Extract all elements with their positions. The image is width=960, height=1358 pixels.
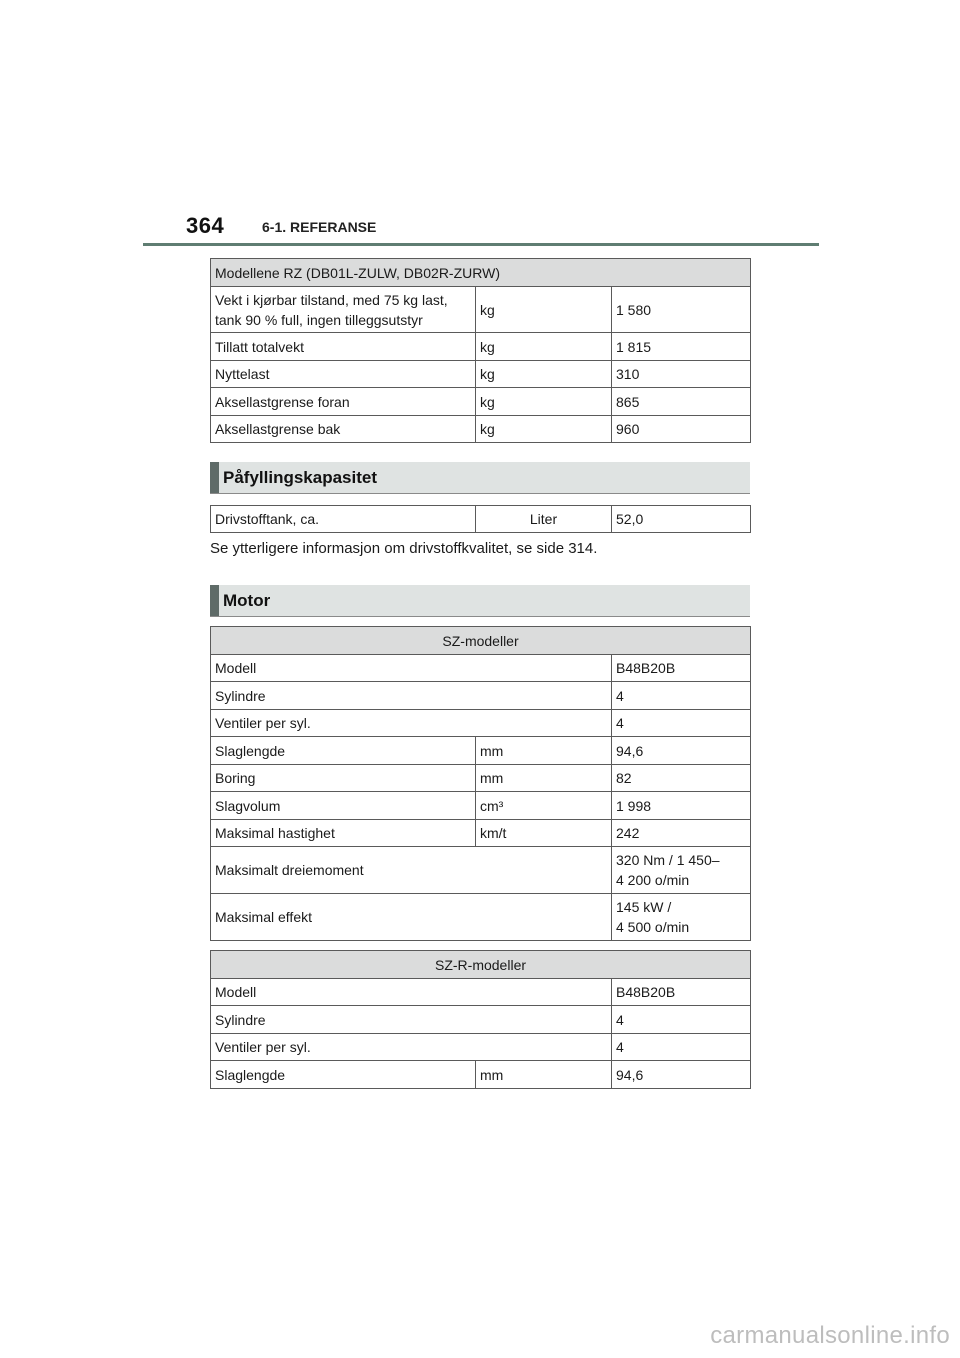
row-unit: mm — [476, 1061, 612, 1089]
row-unit: kg — [476, 287, 612, 333]
table-row — [211, 388, 751, 416]
row-label: Drivstofftank, ca. — [211, 506, 476, 533]
row-value: 865 — [612, 388, 751, 416]
row-label: Aksellastgrense foran — [211, 388, 476, 416]
row-value: 94,6 — [612, 1061, 751, 1089]
row-unit: kg — [476, 333, 612, 361]
heading-bar — [210, 462, 219, 493]
page-number: 364 — [186, 213, 225, 238]
row-label: Ventiler per syl. — [211, 1034, 612, 1061]
row-unit: cm³ — [476, 792, 612, 820]
capacity-heading-text: Påfyllingskapasitet — [223, 468, 378, 487]
row-unit: Liter — [476, 506, 612, 533]
table-row — [211, 1034, 751, 1061]
row-value: 310 — [612, 361, 751, 388]
row-label: Sylindre — [211, 1006, 612, 1034]
row-unit: mm — [476, 737, 612, 765]
row-label: Tillatt totalvekt — [211, 333, 476, 361]
row-value: 242 — [612, 820, 751, 847]
row-label: Maksimal effekt — [211, 894, 612, 941]
motor-heading-text: Motor — [223, 591, 271, 610]
table-row — [211, 627, 751, 655]
table-row — [211, 682, 751, 710]
row-value: 960 — [612, 416, 751, 443]
row-label: Sylindre — [211, 682, 612, 710]
fuel-quality-note: Se ytterligere informasjon om drivstoffkvalitet, se side 314. — [210, 540, 598, 557]
row-value: 1 998 — [612, 792, 751, 820]
row-unit: mm — [476, 765, 612, 792]
table-row — [211, 287, 751, 333]
row-label: Maksimalt dreiemoment — [211, 847, 612, 894]
table-row — [211, 1006, 751, 1034]
table-row — [211, 710, 751, 737]
table-row — [211, 506, 751, 533]
row-unit: kg — [476, 361, 612, 388]
row-value: 4 — [612, 710, 751, 737]
table-row — [211, 820, 751, 847]
weights-title: Modellene RZ (DB01L-ZULW, DB02R-ZURW) — [211, 259, 751, 287]
row-label: Slaglengde — [211, 1061, 476, 1089]
table-row — [211, 737, 751, 765]
row-label: Modell — [211, 979, 612, 1006]
table-row — [211, 416, 751, 443]
sz-models-table — [210, 626, 751, 941]
table-row — [211, 894, 751, 941]
row-label: Maksimal hastighet — [211, 820, 476, 847]
capacity-table — [210, 505, 751, 533]
row-value: 94,6 — [612, 737, 751, 765]
table-row — [211, 847, 751, 894]
row-value: 4 — [612, 682, 751, 710]
row-label: Modell — [211, 655, 612, 682]
table-row — [211, 979, 751, 1006]
szr-models-table — [210, 950, 751, 1089]
table-row — [211, 333, 751, 361]
row-label: Nyttelast — [211, 361, 476, 388]
row-label: Slaglengde — [211, 737, 476, 765]
row-label: Boring — [211, 765, 476, 792]
row-value: 1 815 — [612, 333, 751, 361]
capacity-heading — [210, 462, 750, 494]
row-value: 145 kW / 4 500 o/min — [612, 894, 751, 941]
weights-table — [210, 258, 751, 443]
row-value: 4 — [612, 1034, 751, 1061]
row-label: Ventiler per syl. — [211, 710, 612, 737]
row-value: 320 Nm / 1 450– 4 200 o/min — [612, 847, 751, 894]
table-row — [211, 259, 751, 287]
table-row — [211, 792, 751, 820]
row-value: 82 — [612, 765, 751, 792]
table-row — [211, 765, 751, 792]
row-value: B48B20B — [612, 979, 751, 1006]
table-row — [211, 361, 751, 388]
table-row — [211, 951, 751, 979]
row-value: B48B20B — [612, 655, 751, 682]
row-value: 1 580 — [612, 287, 751, 333]
szr-title: SZ-R-modeller — [211, 951, 751, 979]
row-value: 52,0 — [612, 506, 751, 533]
section-title: 6-1. REFERANSE — [262, 219, 377, 235]
row-unit: km/t — [476, 820, 612, 847]
table-row — [211, 1061, 751, 1089]
row-label: Aksellastgrense bak — [211, 416, 476, 443]
table-row — [211, 655, 751, 682]
heading-bar — [210, 585, 219, 616]
row-label: Vekt i kjørbar tilstand, med 75 kg last, tank 90 % full, ingen tilleggsutstyr — [211, 287, 476, 333]
row-unit: kg — [476, 388, 612, 416]
row-unit: kg — [476, 416, 612, 443]
row-label: Slagvolum — [211, 792, 476, 820]
row-value: 4 — [612, 1006, 751, 1034]
header-rule — [143, 243, 819, 246]
motor-heading — [210, 585, 750, 617]
watermark: carmanualsonline.info — [710, 1322, 950, 1349]
sz-title: SZ-modeller — [211, 627, 751, 655]
